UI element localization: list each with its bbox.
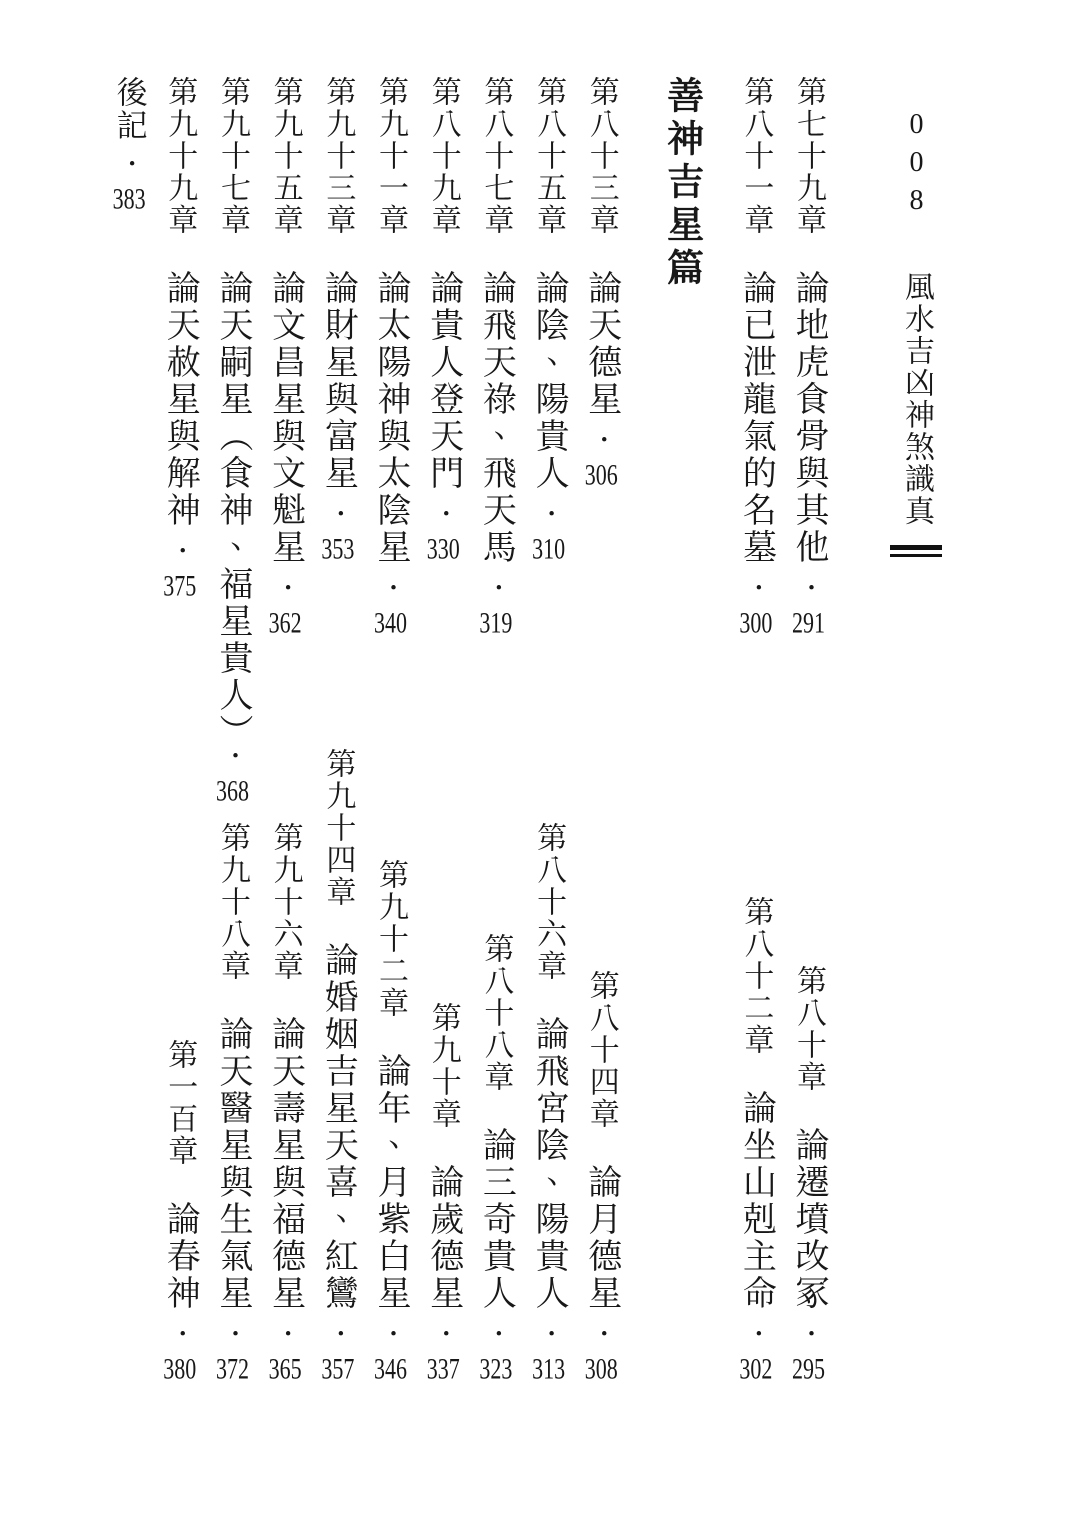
toc-entry-ch89 [425,76,461,564]
toc-column [162,76,198,1384]
entry-title: 論歲德星 [424,1164,462,1312]
page-ref: 375 [163,571,197,601]
chapter-label: 第八十九章 [426,76,460,236]
entry-title: 論三奇貴人 [477,1127,515,1312]
toc-entry-ch91 [372,76,408,638]
page-ref: 372 [215,1354,249,1384]
chapter-label: 第九十三章 [321,76,355,236]
separator-dot: ・ [218,743,245,767]
chapter-label: 第九十五章 [268,76,302,236]
section-heading-column [661,76,700,1384]
entry-title: 論陰、陽貴人 [530,270,568,492]
running-head [890,76,942,1384]
page-ref: 310 [532,534,566,564]
toc-column [372,76,408,1384]
toc-entry-ch88 [478,933,514,1384]
separator-dot: ・ [271,1321,298,1345]
chapter-label: 第七十九章 [792,76,825,236]
separator-dot: ・ [795,575,821,599]
entry-title: 論月德星 [582,1164,620,1312]
toc-column [790,76,826,1384]
toc-entry-ch80 [790,965,826,1384]
toc-entry-ch100 [162,1039,198,1384]
chapter-label: 第八十章 [792,965,825,1093]
toc-column [738,76,774,1384]
separator-dot: ・ [166,1321,193,1345]
entry-title: 論天赦星與解神 [161,270,199,529]
toc-entry-ch86 [530,822,566,1384]
toc-entry-ch85 [530,76,566,564]
toc-column [214,76,250,1384]
separator-dot: ・ [377,575,404,599]
entry-title: 論地虎食骨與其他 [790,270,827,566]
entry-title: 論天德星 [582,270,620,418]
page-ref: 380 [163,1354,197,1384]
page-ref: 323 [479,1354,513,1384]
chapter-label: 第九十二章 [374,859,408,1019]
entry-title: 論太陽神與太陰星 [372,270,410,566]
toc-entry-ch99 [162,76,198,601]
separator-dot: ・ [324,501,351,525]
chapter-label: 第八十七章 [479,76,513,236]
toc-entry-ch94 [320,748,356,1384]
toc-entry-ch96 [267,822,303,1384]
page-ref: 308 [584,1354,618,1384]
page-number: 008 [901,109,932,223]
separator-dot: ・ [482,1321,509,1345]
page-ref: 291 [792,608,825,638]
section-title: 善神吉星篇 [660,76,702,291]
separator-dot: ・ [482,575,509,599]
page-ref: 362 [268,608,302,638]
separator-dot: ・ [587,1321,614,1345]
separator-dot: ・ [115,151,142,175]
chapter-label: 第九十六章 [268,822,302,982]
afterword-column [112,76,145,1384]
separator-dot: ・ [742,575,769,599]
entry-title: 論貴人登天門 [424,270,462,492]
page-ref: 300 [739,608,773,638]
page-ref: 368 [215,776,249,806]
toc-entry-ch97 [214,76,250,806]
chapter-label: 第八十四章 [584,970,618,1130]
toc-entry-ch95 [267,76,303,638]
separator-dot: ・ [742,1321,769,1345]
page-ref: 383 [112,184,146,214]
chapter-label: 第八十八章 [479,933,513,1093]
entry-title: 論婚姻吉星天喜、紅鸞 [319,942,357,1312]
toc-entry-ch82 [738,896,774,1384]
toc-entry-afterword [112,76,145,214]
toc-entry-ch92 [372,859,408,1384]
toc-entry-ch93 [320,76,356,564]
chapter-label: 第八十六章 [532,822,566,982]
toc-column [267,76,303,1384]
separator-dot: ・ [535,1321,562,1345]
toc-entry-ch90 [425,1002,461,1384]
entry-title: 論春神 [161,1201,199,1312]
separator-dot: ・ [429,1321,456,1345]
separator-dot: ・ [271,575,298,599]
page-ref: 302 [739,1354,773,1384]
entry-title: 論坐山剋主命 [737,1090,775,1312]
page-ref: 340 [374,608,408,638]
entry-title: 論財星與富星 [319,270,357,492]
chapter-label: 第一百章 [163,1039,197,1167]
chapter-label: 第九十七章 [215,76,249,236]
separator-dot: ・ [587,427,614,451]
page-ref: 306 [584,460,618,490]
entry-title: 論天壽星與福德星 [266,1016,304,1312]
entry-title: 論飛天祿、飛天馬 [477,270,515,566]
page-ref: 313 [532,1354,566,1384]
page-ref: 353 [321,534,355,564]
toc-entry-ch83 [583,76,619,490]
separator-dot: ・ [795,1321,821,1345]
chapter-label: 第九十一章 [374,76,408,236]
page-ref: 337 [426,1354,460,1384]
section-heading [661,76,700,291]
toc-column [583,76,619,1384]
page-ref: 330 [426,534,460,564]
separator-dot: ・ [535,501,562,525]
separator-dot: ・ [377,1321,404,1345]
entry-title: 論遷墳改冢 [790,1127,827,1312]
entry-title: 論天嗣星（食神、福星貴人） [213,270,251,734]
toc-content [95,76,942,1384]
toc-column [478,76,514,1384]
page-ref: 319 [479,608,513,638]
entry-title: 論年、月紫白星 [372,1053,410,1312]
toc-entry-ch79 [790,76,826,638]
toc-entry-ch84 [583,970,619,1384]
toc-entry-ch98 [214,822,250,1384]
toc-column [320,76,356,1384]
chapter-label: 第九十章 [426,1002,460,1130]
toc-entry-ch81 [738,76,774,638]
entry-title: 論天醫星與生氣星 [213,1016,251,1312]
entry-title: 論已泄龍氣的名墓 [737,270,775,566]
chapter-label: 第八十二章 [739,896,773,1056]
separator-dot: ・ [218,1321,245,1345]
chapter-label: 第八十一章 [739,76,773,236]
double-rule-ornament-icon [890,545,942,557]
toc-column [530,76,566,1384]
afterword-label: 後記 [111,76,147,142]
toc-entry-ch87 [478,76,514,638]
separator-dot: ・ [166,538,193,562]
chapter-label: 第九十九章 [163,76,197,236]
book-title: 風水吉凶神煞識真 [900,271,933,527]
entry-title: 論飛宮陰、陽貴人 [530,1016,568,1312]
chapter-label: 第九十八章 [215,822,249,982]
separator-dot: ・ [324,1321,351,1345]
toc-column [425,76,461,1384]
page-ref: 295 [792,1354,825,1384]
chapter-label: 第九十四章 [321,748,355,908]
entry-title: 論文昌星與文魁星 [266,270,304,566]
page-ref: 357 [321,1354,355,1384]
page-ref: 346 [374,1354,408,1384]
separator-dot: ・ [429,501,456,525]
chapter-label: 第八十三章 [584,76,618,236]
page-ref: 365 [268,1354,302,1384]
chapter-label: 第八十五章 [532,76,566,236]
